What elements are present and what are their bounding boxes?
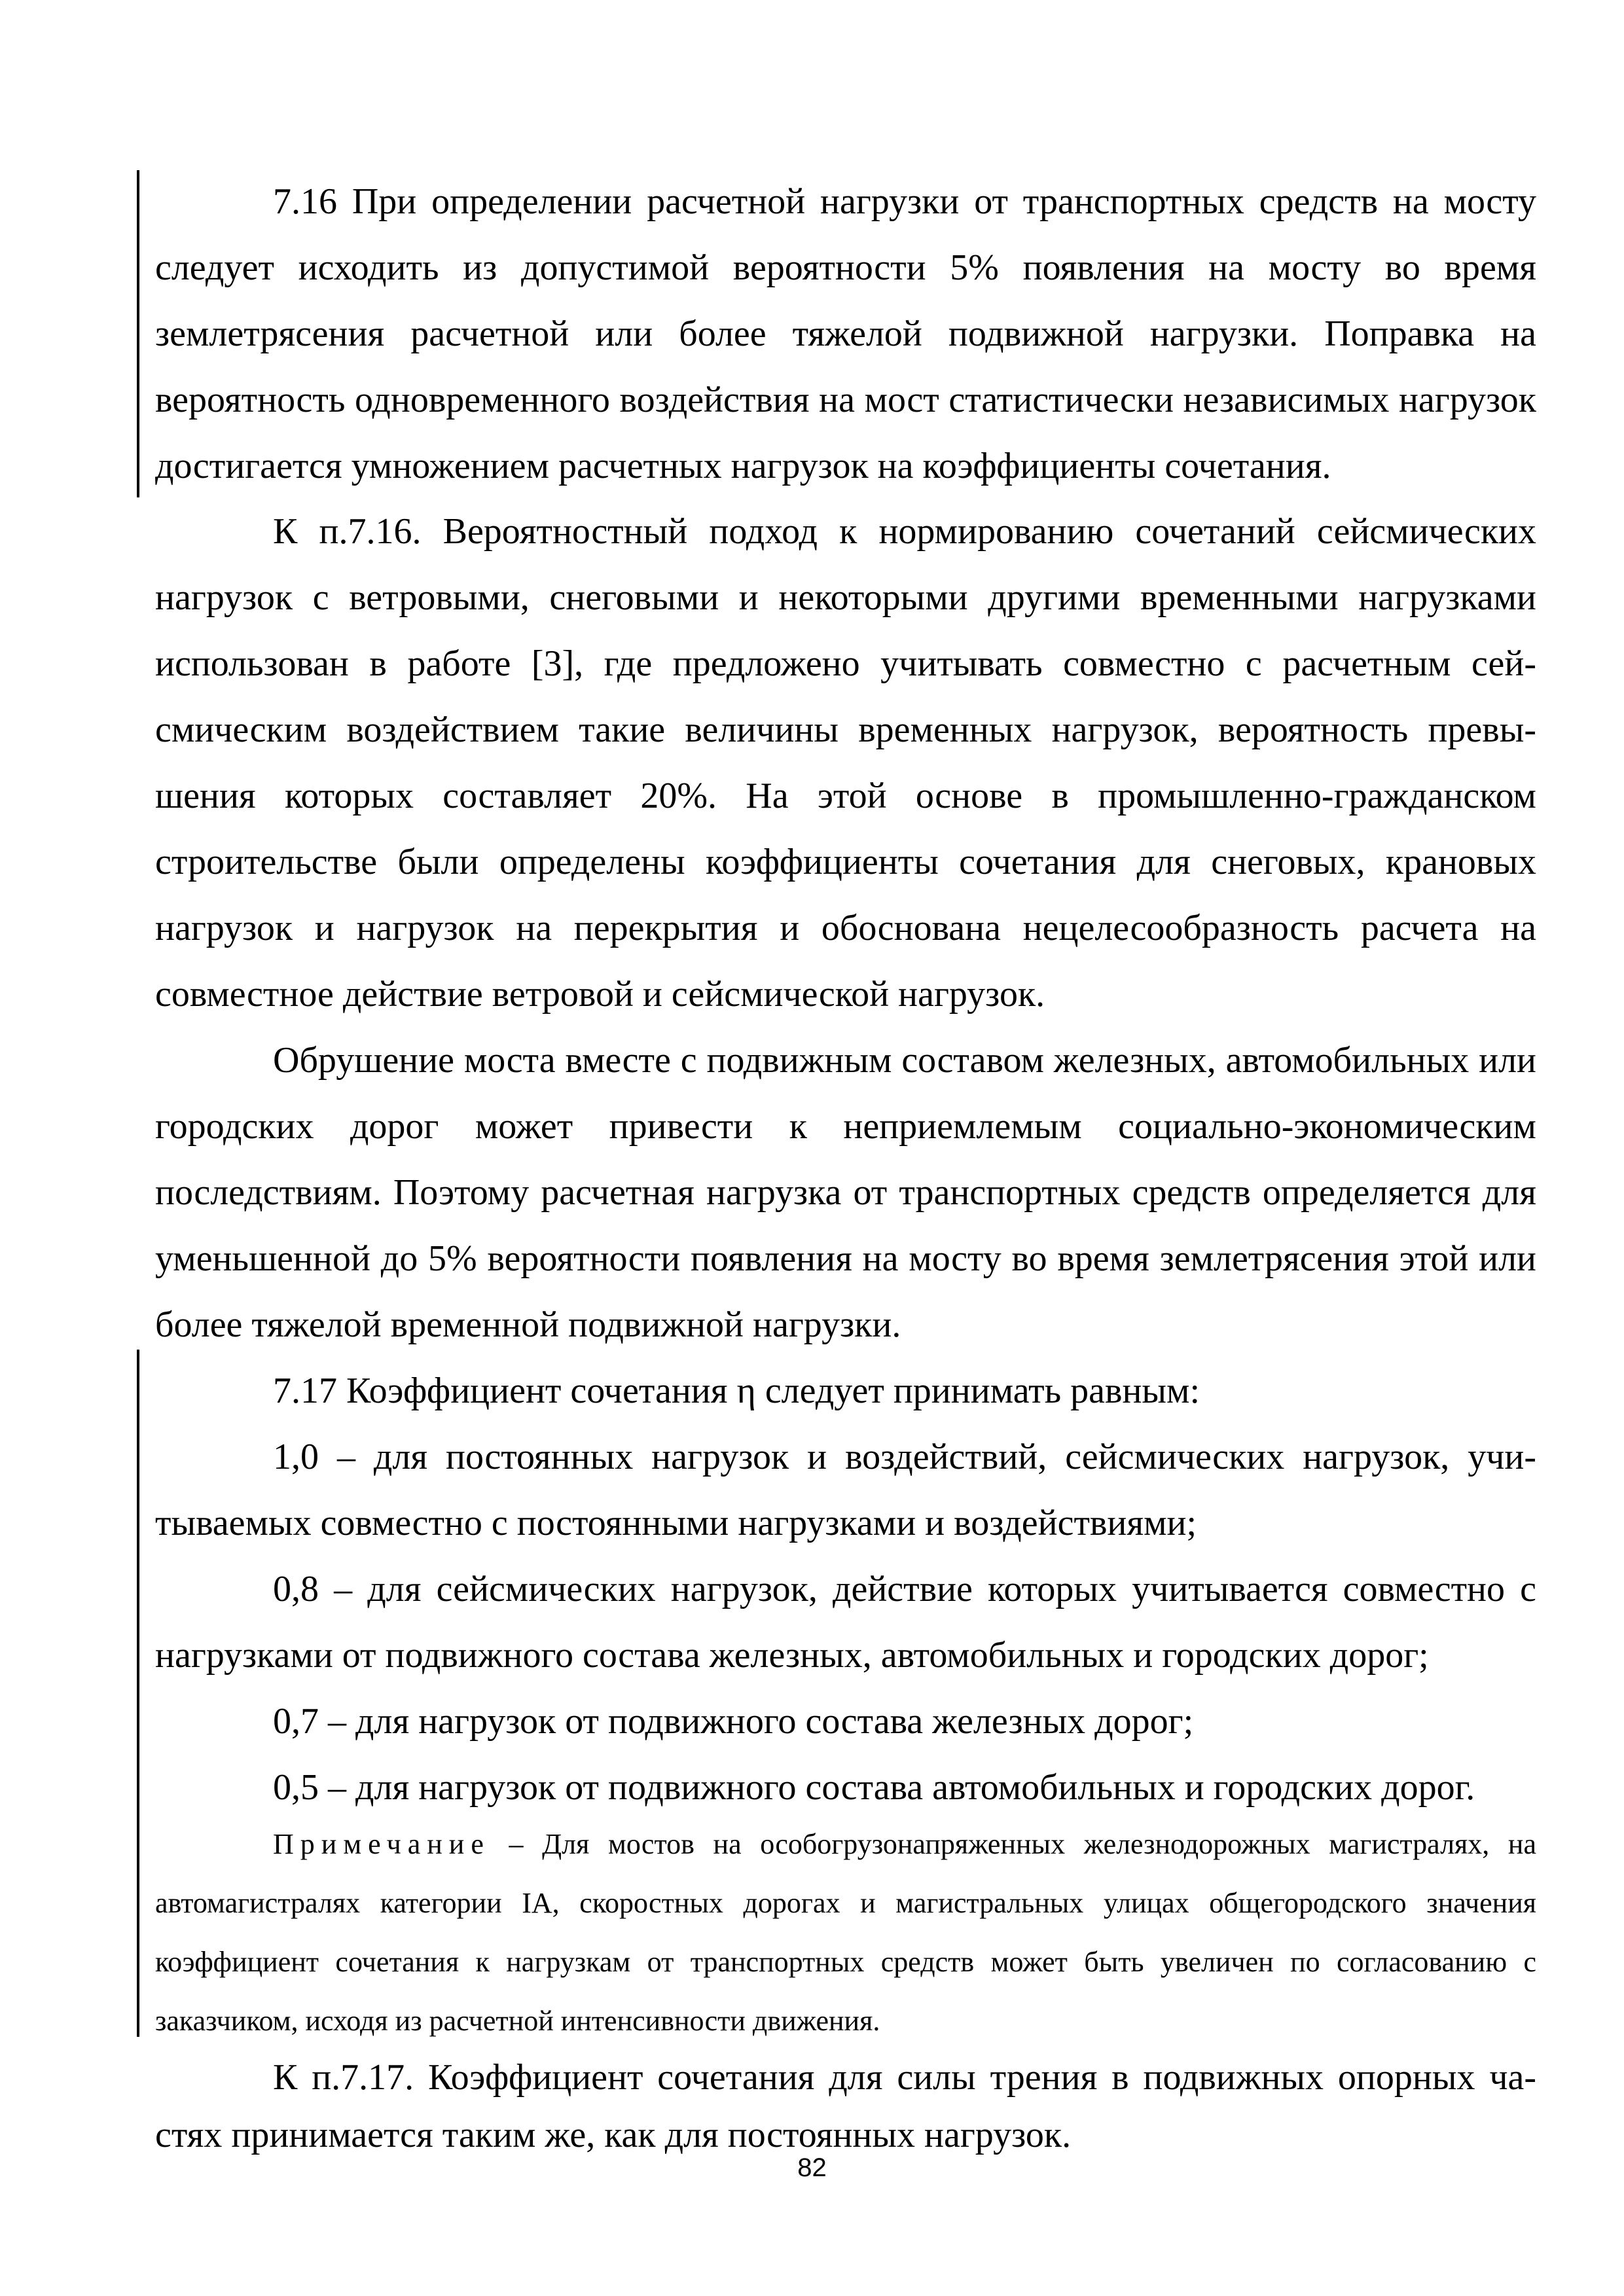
note-text: – Для мостов на особогрузонапряженных железнодорожных магистралях, на автомагистралях категории IA, скоростных дорогах и магистральных улицах общегородского значения коэффициент сочетания к нагрузкам от транспортных средств может быть увеличен по согласованию с заказчиком, исходя из расчетной интенсивности движения. [155, 1828, 1536, 2037]
paragraph-7-17-intro: 7.17 Коэффициент сочетания η следует принимать равным: [273, 1371, 1200, 1411]
note-label: Примечание [273, 1828, 490, 1860]
note-block [155, 1815, 1536, 2051]
commentary-7-16: К п.7.16. Вероятностный подход к нормированию сочетаний сейсмических нагрузок с ветровыми, снеговыми и некоторыми другими временными нагрузками использован в работе [3], где предложено учитывать совместно с расчетным сейсмическим воздействием такие величины временных нагрузок, вероятность превышения которых составляет 20%. На этой основе в промышленно-гражданском строительстве были определены коэффициенты сочетания для снеговых, крановых нагрузок и нагрузок на перекрытия и обоснована нецелесообразность расчета на совместное действие ветровой и сейсмической нагрузок. [155, 511, 1536, 1014]
paragraph-bridge-collapse: Обрушение моста вместе с подвижным составом железных, автомобильных или городских дорог может привести к неприемлемым социально-экономическим последствиям. Поэтому расчетная нагрузка от транспортных средств определяется для уменьшенной до 5% вероятности появления на мосту во время землетрясения этой или более тяжелой временной подвижной нагрузки. [155, 1040, 1536, 1345]
item-0-8: 0,8 – для сейсмических нагрузок, действие которых учитывается совместно с нагрузками от подвижного состава железных, автомобильных и городских дорог; [155, 1569, 1536, 1676]
item-0-7: 0,7 – для нагрузок от подвижного состава железных дорог; [273, 1701, 1194, 1742]
paragraph-7-16: 7.16 При определении расчетной нагрузки от транспортных средств на мосту следует исходить из допустимой вероятности 5% появления на мосту во время землетрясения расчетной или более тяжелой подвижной нагрузки. Поправка на вероятность одновременного воздействия на мост статистически независимых нагрузок достигается умножением расчетных нагрузок на коэффициенты сочетания. [155, 181, 1536, 486]
change-bar-7-16 [137, 170, 139, 497]
change-bar-7-17 [137, 1350, 139, 2037]
item-0-5: 0,5 – для нагрузок от подвижного состава автомобильных и городских дорог. [273, 1767, 1475, 1808]
page-number: 82 [797, 2153, 827, 2182]
commentary-7-17: К п.7.17. Коэффициент сочетания для силы трения в подвижных опорных частях принимается таким же, как для постоянных нагрузок. [155, 2057, 1536, 2155]
item-1-0: 1,0 – для постоянных нагрузок и воздействий, сейсмических нагрузок, учитываемых совместно с постоянными нагрузками и воздействиями; [155, 1437, 1536, 1543]
